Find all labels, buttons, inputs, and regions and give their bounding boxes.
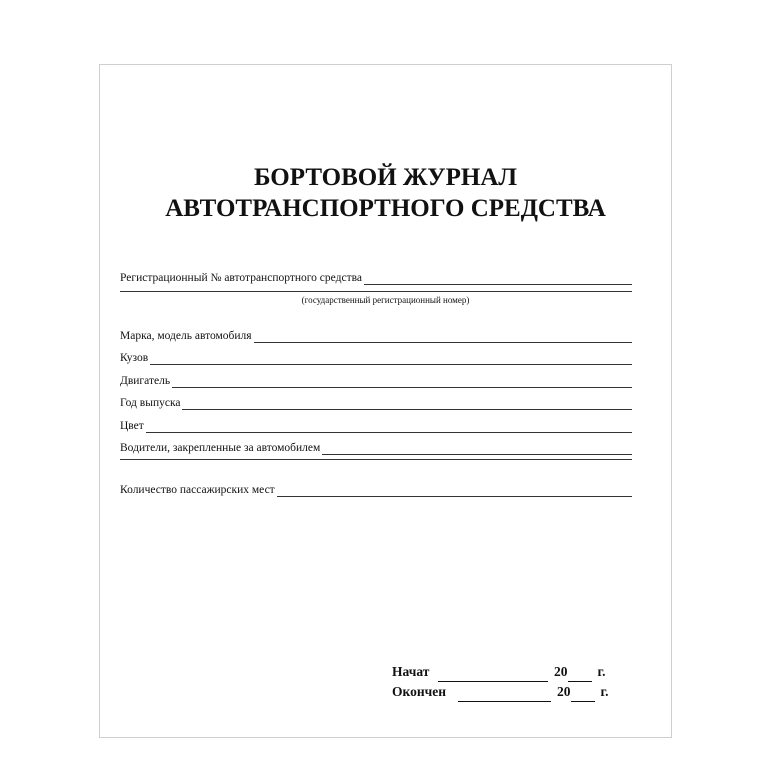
engine-row	[120, 374, 632, 388]
finished-century: 20	[557, 684, 571, 699]
body-label: Кузов	[120, 352, 149, 364]
drivers-row	[120, 441, 632, 455]
registration-caption: (государственный регистрационный номер)	[301, 295, 470, 305]
drivers-input-line[interactable]	[322, 443, 632, 455]
started-row	[392, 662, 608, 682]
finished-label: Окончен	[392, 684, 447, 699]
body-row	[120, 351, 632, 365]
finished-row	[392, 682, 608, 702]
started-year-suffix: г.	[597, 664, 606, 679]
drivers-input-line-2[interactable]	[120, 459, 632, 460]
journal-dates	[392, 662, 608, 702]
drivers-label: Водители, закрепленные за автомобилем	[120, 442, 321, 454]
started-date-line[interactable]	[438, 668, 548, 682]
color-label: Цвет	[120, 420, 144, 432]
registration-input-line[interactable]	[364, 273, 632, 285]
finished-date-line[interactable]	[458, 688, 551, 702]
finished-year-suffix: г.	[600, 684, 609, 699]
year-label: Год выпуска	[120, 397, 181, 409]
finished-year-line[interactable]	[571, 688, 595, 702]
title-line-2: АВТОТРАНСПОРТНОГО СРЕДСТВА	[165, 195, 606, 222]
color-row	[120, 419, 632, 433]
year-input-line[interactable]	[182, 398, 632, 410]
engine-label: Двигатель	[120, 375, 171, 387]
seats-row	[120, 483, 632, 497]
year-row	[120, 396, 632, 410]
make-model-label: Марка, модель автомобиля	[120, 330, 252, 342]
title-line-1: БОРТОВОЙ ЖУРНАЛ	[253, 164, 518, 191]
engine-input-line[interactable]	[172, 376, 632, 388]
started-century: 20	[554, 664, 568, 679]
journal-cover	[99, 64, 672, 738]
color-input-line[interactable]	[146, 421, 632, 433]
registration-input-line-2[interactable]	[120, 291, 632, 292]
started-label: Начат	[392, 664, 430, 679]
seats-label: Количество пассажирских мест	[120, 484, 275, 496]
registration-label: Регистрационный № автотранспортного средства	[120, 272, 362, 284]
body-input-line[interactable]	[150, 353, 632, 365]
make-model-input-line[interactable]	[254, 331, 632, 343]
started-year-line[interactable]	[568, 668, 592, 682]
journal-title	[100, 162, 671, 224]
make-model-row	[120, 329, 632, 343]
registration-row	[120, 271, 632, 285]
seats-input-line[interactable]	[277, 485, 632, 497]
